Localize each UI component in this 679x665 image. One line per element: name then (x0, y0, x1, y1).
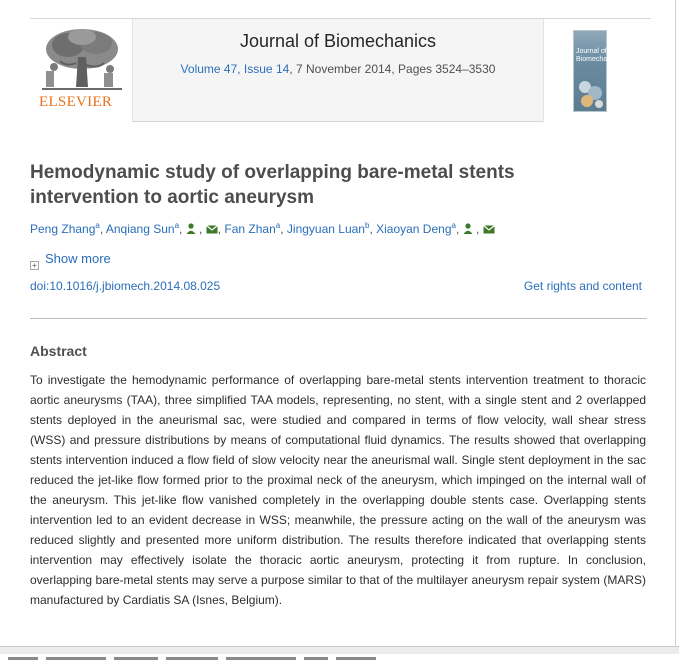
journal-cover (573, 30, 620, 112)
journal-title[interactable]: Journal of Biomechanics (239, 31, 437, 51)
abstract-text: To investigate the hemodynamic performance of overlapping bare-metal stents intervention treatment to thoracic aortic aneurysms (TAA), three simplified TAA models, representing, no stent, with a single stent and 2 overlapped stents deployed in the aneurismal sac, were studied and compared in terms of flow velocity, wall shear stress (WSS) and pressure distributions by means of computational fluid dynamics. The results showed that overlapping stents intervention induced a flow field of slow velocity near the aneurismal wall. Single stent deployment in the sac reduced the jet-like flow formed prior to the proximal neck of the aneurysm, which impinged on the internal wall of the aneurysm. This jet-like flow vanished completely in the overlapping double stents case. Overlapping stents intervention led to an evident decrease in WSS; meanwhile, the pressure acting on the wall of the aneurysm was reduced slightly and presented more uniform distribution. The results therefore indicated that overlapping stents intervention may effectively isolate the thoracic aortic aneurysm, protecting it from rupture. In conclusion, overlapping bare-metal stents may serve a purpose similar to that of the multilayer aneurysm repair system (MARS) manufactured by Cardiatis SA (Isnes, Belgium). (30, 373, 646, 607)
affiliation-marker[interactable]: a (95, 221, 100, 230)
author-list (30, 221, 495, 236)
cover-artwork (577, 79, 605, 109)
author-link[interactable]: Fan Zhan (224, 222, 276, 236)
journal-header (30, 18, 651, 122)
journal-issue-info (133, 62, 543, 76)
article-title: Hemodynamic study of overlapping bare-metal stents intervention to aortic aneurysm (30, 162, 515, 208)
plus-box-icon[interactable]: + (30, 261, 39, 270)
affiliation-marker[interactable]: a (275, 221, 281, 230)
affiliation-marker[interactable]: a (451, 221, 456, 230)
bottom-scroll-strip (0, 646, 679, 654)
doi-link[interactable]: doi:10.1016/j.jbiomech.2014.08.025 (30, 279, 221, 293)
volume-issue-link[interactable]: Volume 47, Issue 14 (180, 62, 290, 76)
author-separator: , (99, 222, 106, 236)
issue-date-pages: , 7 November 2014, Pages 3524–3530 (289, 62, 496, 76)
elsevier-tree-logo (38, 27, 126, 93)
author-separator: , (179, 222, 186, 236)
author-separator: , (472, 222, 483, 236)
show-more-label[interactable]: Show more (45, 251, 111, 266)
cover-title: Journal of Biomechanics (576, 48, 620, 63)
author-link[interactable]: Anqiang Sun (105, 222, 175, 236)
publisher-logo[interactable] (30, 19, 133, 122)
affiliation-marker[interactable]: a (174, 221, 180, 230)
affiliation-marker[interactable]: b (364, 221, 370, 230)
author-separator: , (455, 222, 463, 236)
author-separator: , (369, 222, 377, 236)
elsevier-wordmark: ELSEVIER (39, 94, 113, 110)
author-link[interactable]: Peng Zhang (30, 222, 96, 236)
author-separator: , (217, 222, 225, 236)
abstract-heading: Abstract (30, 343, 87, 359)
author-link[interactable]: Xiaoyan Deng (376, 222, 452, 236)
envelope-icon[interactable] (206, 225, 218, 234)
person-icon[interactable] (186, 223, 196, 234)
person-icon[interactable] (463, 223, 473, 234)
author-separator: , (280, 222, 287, 236)
journal-cover-container[interactable] (543, 19, 651, 122)
envelope-icon[interactable] (483, 225, 495, 234)
author-separator: , (195, 222, 206, 236)
section-divider (30, 318, 647, 319)
rights-link[interactable]: Get rights and content (523, 279, 642, 293)
author-link[interactable]: Jingyuan Luan (286, 222, 365, 236)
